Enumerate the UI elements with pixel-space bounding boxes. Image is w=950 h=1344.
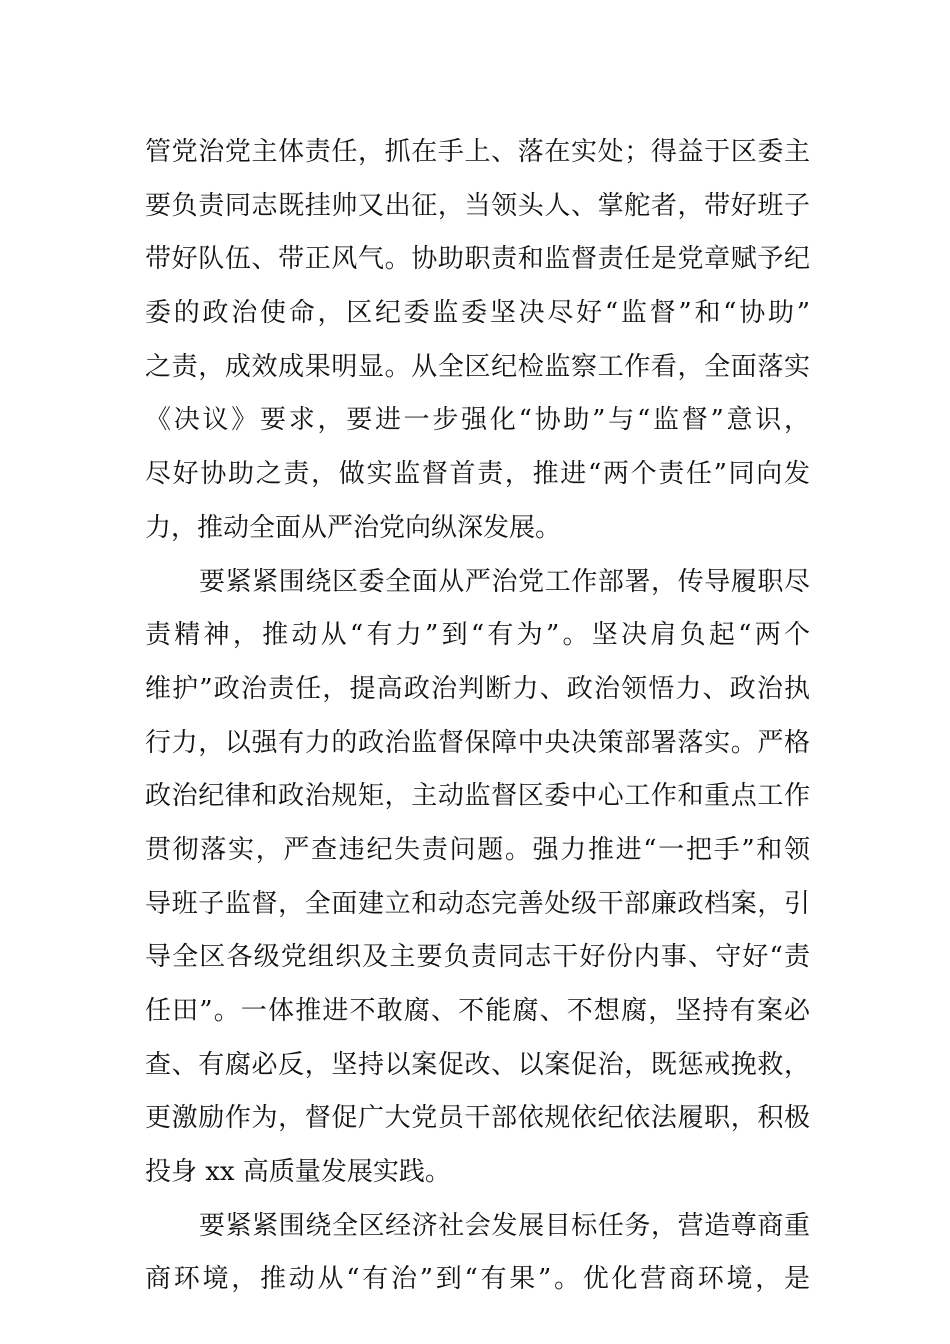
paragraph-2-line-4: 行力，以强有力的政治监督保障中央决策部署落实。严格 [145,727,810,758]
paragraph-2-line-1: 要紧紧围绕区委全面从严治党工作部署，传导履职尽 [199,566,810,597]
paragraph-2-line-3: 维护”政治责任，提高政治判断力、政治领悟力、政治执 [145,673,810,704]
paragraph-1-line-1: 管党治党主体责任，抓在手上、落在实处；得益于区委主 [145,137,810,167]
paragraph-1-line-7: 尽好协助之责，做实监督首责，推进“两个责任”同向发 [145,459,810,490]
paragraph-2 [145,556,810,1200]
paragraph-2-line-2: 责精神，推动从“有力”到“有为”。坚决肩负起“两个 [145,620,810,651]
paragraph-1-line-3: 带好队伍、带正风气。协助职责和监督责任是党章赋予纪 [145,244,810,275]
paragraph-2-line-5: 政治纪律和政治规矩，主动监督区委中心工作和重点工作 [145,781,810,812]
paragraph-2-line-10: 查、有腐必反，坚持以案促改、以案促治，既惩戒挽救， [145,1049,810,1080]
paragraph-2-line-8: 导全区各级党组织及主要负责同志干好份内事、守好“责 [145,942,810,973]
paragraph-1-line-6: 《决议》要求，要进一步强化“协助”与“监督”意识， [145,405,810,436]
paragraph-3 [145,1200,810,1307]
paragraph-1-line-8: 力，推动全面从严治党向纵深发展。 [145,512,562,543]
paragraph-1 [145,126,810,556]
paragraph-1-line-2: 要负责同志既挂帅又出征，当领头人、掌舵者，带好班子 [145,190,810,221]
paragraph-2-line-9: 任田”。一体推进不敢腐、不能腐、不想腐，坚持有案必 [145,996,810,1026]
document-body [145,126,810,1307]
paragraph-2-line-6: 贯彻落实，严查违纪失责问题。强力推进“一把手”和领 [145,834,810,865]
paragraph-1-line-5: 之责，成效成果明显。从全区纪检监察工作看，全面落实 [145,351,810,382]
paragraph-2-line-12: 投身 xx 高质量发展实践。 [145,1157,451,1188]
paragraph-1-line-4: 委的政治使命，区纪委监委坚决尽好“监督”和“协助” [145,298,810,329]
paragraph-2-line-11: 更激励作为，督促广大党员干部依规依纪依法履职，积极 [145,1103,810,1134]
paragraph-2-line-7: 导班子监督，全面建立和动态完善处级干部廉政档案，引 [145,888,810,919]
paragraph-3-line-1: 要紧紧围绕全区经济社会发展目标任务，营造尊商重 [199,1210,810,1241]
paragraph-3-line-2: 商环境，推动从“有治”到“有果”。优化营商环境，是 [145,1264,810,1295]
